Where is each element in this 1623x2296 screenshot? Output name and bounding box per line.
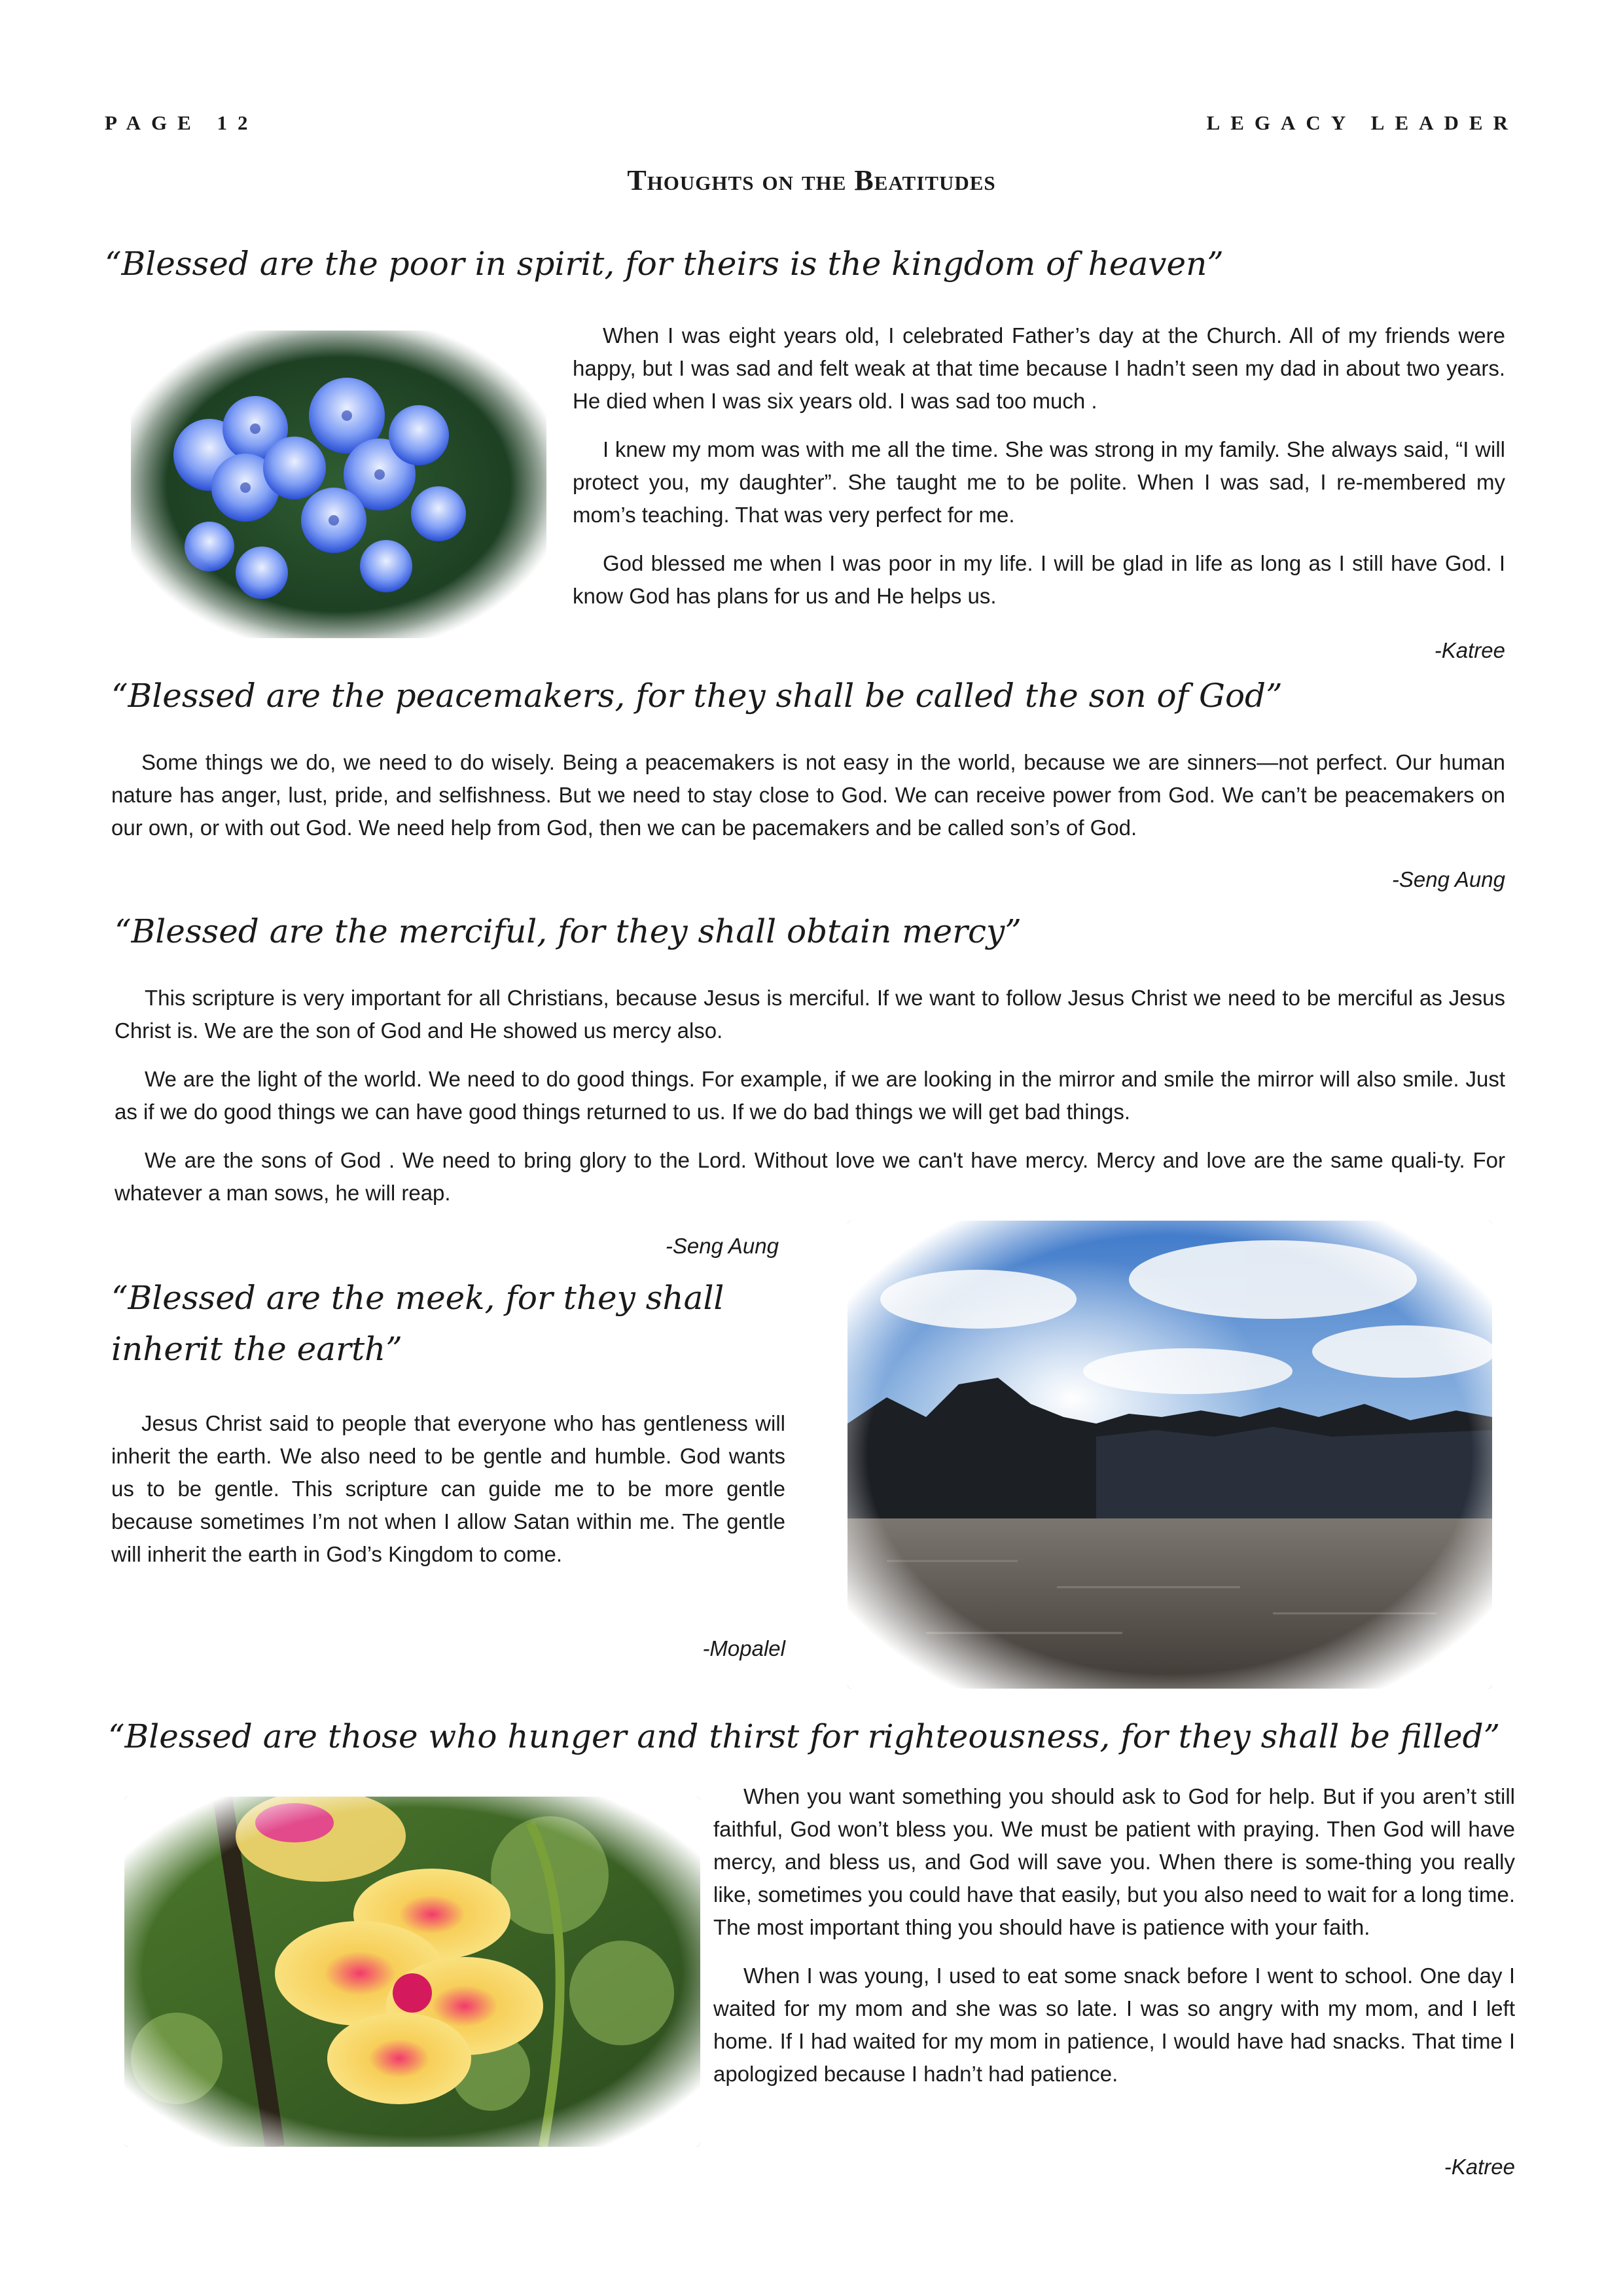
paragraph: We are the light of the world. We need to do good things. For example, if we are looking in the mirror and smile the mirror will also smile. Just as if we do good things we can have good things returned to us. If we do bad things we will get bad things. — [115, 1067, 1505, 1124]
beatitude-verse-5: “Blessed are those who hunger and thirst for righteousness, for they shall be filled” — [108, 1717, 1501, 1755]
publication-name: LEGACY LEADER — [1206, 111, 1518, 134]
paragraph: God blessed me when I was poor in my life. I will be glad in life as long as I still have God. I know God has plans for us and He helps us. — [573, 551, 1505, 608]
author-signature-4: -Mopalel — [702, 1636, 785, 1660]
section-5-text — [713, 1780, 1515, 2106]
paragraph: We are the sons of God . We need to bring glory to the Lord. Without love we can't have mercy. Mercy and love are the same quali-ty. For whatever a man sows, he will reap. — [115, 1148, 1505, 1205]
paragraph: Jesus Christ said to people that everyone who has gentleness will inherit the earth. We also need to be gentle and humble. God wants us to be gentle. This scripture can guide me to be more gentle because sometimes I’m not when I allow Satan within me. The gentle will inherit the earth in God’s Kingdom to come. — [111, 1411, 785, 1566]
blue-flowers-photo — [131, 331, 546, 638]
river-mountains-photo — [847, 1221, 1492, 1689]
orchid-photo — [124, 1797, 700, 2147]
author-signature-1: -Katree — [1434, 638, 1505, 662]
paragraph: Some things we do, we need to do wisely. Being a peacemakers is not easy in the world, because we are sinners—not perfect. Our human nature has anger, lust, pride, and selfishness. But we need to stay close to God. We can receive power from God. We can’t be peacemakers on our own, or with out God. We need help from God, then we can be pacemakers and be called son’s of God. — [111, 750, 1505, 840]
author-signature-2: -Seng Aung — [1391, 867, 1505, 891]
beatitude-verse-1: “Blessed are the poor in spirit, for theirs is the kingdom of heaven” — [105, 245, 1224, 283]
author-signature-3: -Seng Aung — [665, 1234, 779, 1258]
section-3-text — [115, 982, 1505, 1225]
beatitude-verse-4: “Blessed are the meek, for they shall inherit the earth” — [111, 1279, 724, 1368]
paragraph: When I was young, I used to eat some snack before I went to school. One day I waited for my mom and she was so late. I was so angry with my mom, and I left home. If I had waited for my mom in patience, I would have had snacks. That time I apologized because I hadn’t had patience. — [713, 1964, 1515, 2086]
author-signature-5: -Katree — [1444, 2155, 1515, 2179]
beatitude-verse-3: “Blessed are the merciful, for they shall obtain mercy” — [115, 912, 1022, 950]
page-number: PAGE 12 — [105, 111, 259, 134]
paragraph: This scripture is very important for all Christians, because Jesus is merciful. If we want to follow Jesus Christ we need to be merciful as Jesus Christ is. We are the son of God and He showed us mercy also. — [115, 986, 1505, 1043]
section-2-text — [111, 746, 1505, 860]
paragraph: I knew my mom was with me all the time. She was strong in my family. She always said, “I will protect you, my daughter”. She taught me to be polite. When I was sad, I re-membered my mom’s teaching. That was very perfect for me. — [573, 437, 1505, 527]
paragraph: When I was eight years old, I celebrated Father’s day at the Church. All of my friends were happy, but I was sad and felt weak at that time because I hadn’t seen my dad in about two years. He died when I was six years old. I was sad too much . — [573, 323, 1505, 413]
article-title: Thoughts on the Beatitudes — [627, 164, 996, 196]
section-4-text — [111, 1407, 785, 1587]
paragraph: When you want something you should ask to God for help. But if you aren’t still faithful, God won’t bless you. We must be patient with praying. Then God will have mercy, and bless us, and God will save you. When there is some-thing you really like, sometimes you could have that easily, but you also need to wait for a long time. The most important thing you should have is patience with your faith. — [713, 1784, 1515, 1939]
section-1-text — [573, 319, 1505, 628]
beatitude-verse-2: “Blessed are the peacemakers, for they shall be called the son of God” — [111, 677, 1283, 715]
